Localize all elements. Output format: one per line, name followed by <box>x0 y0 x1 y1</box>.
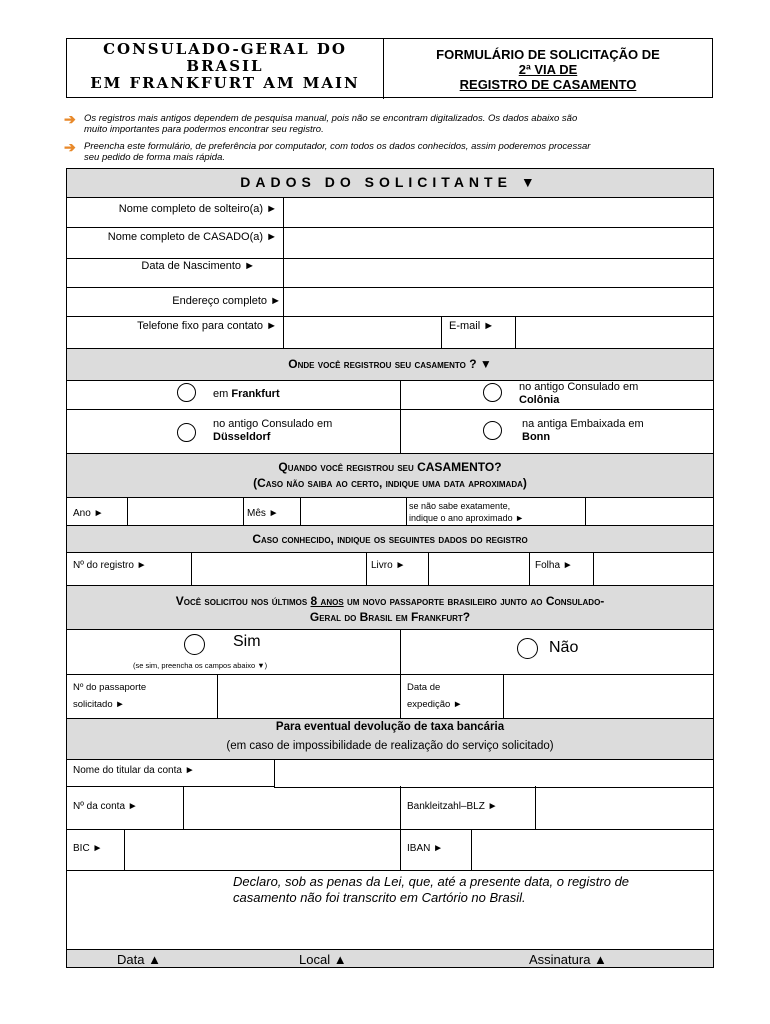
input-numero-passaporte[interactable] <box>218 675 400 718</box>
section-quando-title-line2: (Caso não saiba ao certo, indique uma data aproximada) <box>253 476 527 490</box>
section-banco-header <box>67 719 713 759</box>
note-1-line1: Os registros mais antigos dependem de pesquisa manual, pois não se encontram digitalizados. Os dados abaixo são <box>84 113 578 124</box>
section-banco-title-line1: Para eventual devolução de taxa bancária <box>275 721 505 733</box>
radio-colonia[interactable] <box>483 383 502 402</box>
radio-dusseldorf[interactable] <box>177 423 196 442</box>
note-2-line1: Preencha este formulário, de preferência por computador, com todos os dados conhecidos, assim poderemos processar <box>84 141 591 152</box>
consulate-name-line2: BRASIL <box>186 57 264 75</box>
option-colonia-line1: no antigo Consulado em <box>519 381 639 393</box>
label-bic: BIC ► <box>73 843 103 854</box>
signature-footer <box>67 949 713 967</box>
option-bonn <box>522 418 644 444</box>
label-data-expedicao-line2: expedição ► <box>407 699 463 710</box>
sim-note: (se sim, preencha os campos abaixo ▼) <box>133 661 268 670</box>
input-nome-solteiro[interactable] <box>283 198 713 227</box>
declaration-line2: casamento não foi transcrito em Cartório no Brasil. <box>233 890 526 905</box>
declaration-line1: Declaro, sob as penas da Lei, que, até a presente data, o registro de <box>233 874 630 889</box>
input-endereco[interactable] <box>283 288 713 316</box>
label-data-expedicao-line1: Data de <box>407 682 441 693</box>
form-title <box>384 39 712 105</box>
form-title-line3: REGISTRO DE CASAMENTO <box>459 77 637 92</box>
consulate-name <box>67 39 384 99</box>
option-dusseldorf-line1: no antigo Consulado em <box>213 418 333 430</box>
input-livro[interactable] <box>429 553 529 584</box>
label-numero-passaporte-line2: solicitado ► <box>73 699 125 710</box>
section-passaporte-title-line2: Geral do Brasil em Frankfurt? <box>309 610 471 624</box>
input-data-nascimento[interactable] <box>283 259 713 287</box>
label-titular: Nome do titular da conta ► <box>73 765 195 776</box>
input-ano[interactable] <box>128 498 244 525</box>
note-1-line2: muito importantes para podermos encontrar seu registro. <box>84 123 324 135</box>
option-dusseldorf <box>213 418 332 444</box>
radio-nao[interactable] <box>517 638 538 659</box>
section-passaporte-title-post: um novo passaporte brasileiro junto ao Consulado- <box>343 594 605 608</box>
section-quando-title-line1: Quando você registrou seu CASAMENTO? <box>278 460 502 474</box>
input-iban[interactable] <box>472 830 713 870</box>
note-2 <box>64 139 716 163</box>
input-ano-aproximado[interactable] <box>586 498 713 525</box>
form-header <box>66 38 713 98</box>
input-titular[interactable] <box>275 760 713 786</box>
label-data-nascimento: Data de Nascimento ► <box>141 260 255 272</box>
consulate-name-line3: EM FRANKFURT AM MAIN <box>90 74 360 92</box>
label-ano: Ano ► <box>73 508 104 519</box>
input-mes[interactable] <box>300 498 406 525</box>
label-endereco: Endereço completo ► <box>172 295 281 307</box>
label-blz: Bankleitzahl–BLZ ► <box>407 801 498 812</box>
section-registro-title: Caso conhecido, indique os seguintes dados do registro <box>252 532 528 546</box>
option-frankfurt-city: Frankfurt <box>231 388 280 400</box>
label-numero-passaporte-line1: Nº do passaporte <box>73 682 147 693</box>
option-colonia <box>519 381 638 407</box>
footer-assinatura: Assinatura ▲ <box>529 952 607 967</box>
label-mes: Mês ► <box>247 508 279 519</box>
label-data-expedicao <box>407 679 462 713</box>
input-blz[interactable] <box>536 787 713 829</box>
arrow-right-icon: ➔ <box>64 111 76 127</box>
section-passaporte-title-years: 8 anos <box>310 594 344 608</box>
label-email: E-mail ► <box>449 320 495 332</box>
option-dusseldorf-city: Düsseldorf <box>213 431 271 443</box>
label-livro: Livro ► <box>371 560 406 571</box>
input-bic[interactable] <box>125 830 400 870</box>
form-title-line1: FORMULÁRIO DE SOLICITAÇÃO DE <box>436 47 660 62</box>
form-title-line2: 2ª VIA DE <box>518 62 578 77</box>
label-ano-aproximado-line1: se não sabe exatamente, <box>409 501 511 511</box>
section-banco-title-line2: (em caso de impossibilidade de realização do serviço solicitado) <box>226 740 554 752</box>
label-numero-passaporte <box>73 679 146 713</box>
label-ano-aproximado-line2: indique o ano aproximado ► <box>409 513 524 523</box>
option-bonn-city: Bonn <box>522 431 551 443</box>
section-registro-header <box>67 526 713 552</box>
option-bonn-line1: na antiga Embaixada em <box>522 418 644 430</box>
option-nao: Não <box>549 639 579 656</box>
label-iban: IBAN ► <box>407 843 444 854</box>
section-quando-header <box>67 454 713 497</box>
radio-bonn[interactable] <box>483 421 502 440</box>
section-onde-header <box>67 349 713 380</box>
input-numero-registro[interactable] <box>192 553 366 584</box>
option-colonia-city: Colônia <box>519 394 560 406</box>
section-passaporte-header <box>67 586 713 629</box>
application-form <box>66 168 714 968</box>
label-folha: Folha ► <box>535 560 573 571</box>
label-numero-conta: Nº da conta ► <box>73 801 138 812</box>
input-nome-casado[interactable] <box>283 228 713 258</box>
section-solicitante-header <box>67 169 713 197</box>
label-telefone: Telefone fixo para contato ► <box>137 320 277 332</box>
input-numero-conta[interactable] <box>184 787 400 829</box>
note-1 <box>64 111 716 135</box>
section-passaporte-title-pre: Você solicitou nos últimos <box>175 594 311 608</box>
consulate-name-line1: CONSULADO-GERAL DO <box>103 40 347 58</box>
signature-area[interactable] <box>67 871 713 949</box>
option-frankfurt <box>213 388 280 400</box>
input-email[interactable] <box>516 317 713 348</box>
footer-data: Data ▲ <box>117 952 161 967</box>
radio-sim[interactable] <box>184 634 205 655</box>
note-2-line2: seu pedido de forma mais rápida. <box>84 151 225 163</box>
footer-local: Local ▲ <box>299 952 347 967</box>
input-data-expedicao[interactable] <box>504 675 713 718</box>
option-sim: Sim <box>233 633 261 650</box>
label-numero-registro: Nº do registro ► <box>73 560 147 571</box>
radio-frankfurt[interactable] <box>177 383 196 402</box>
section-onde-title: Onde você registrou seu casamento ? ▼ <box>288 357 492 371</box>
option-frankfurt-prefix: em <box>213 388 232 400</box>
label-nome-casado: Nome completo de CASADO(a) ► <box>107 231 277 243</box>
section-solicitante-title: DADOS DO SOLICITANTE ▼ <box>240 174 540 190</box>
input-telefone[interactable] <box>283 317 440 348</box>
arrow-right-icon: ➔ <box>64 139 76 155</box>
input-folha[interactable] <box>594 553 713 584</box>
label-nome-solteiro: Nome completo de solteiro(a) ► <box>118 203 277 215</box>
section-passaporte-title-line1 <box>67 594 713 608</box>
label-ano-aproximado <box>409 500 524 524</box>
